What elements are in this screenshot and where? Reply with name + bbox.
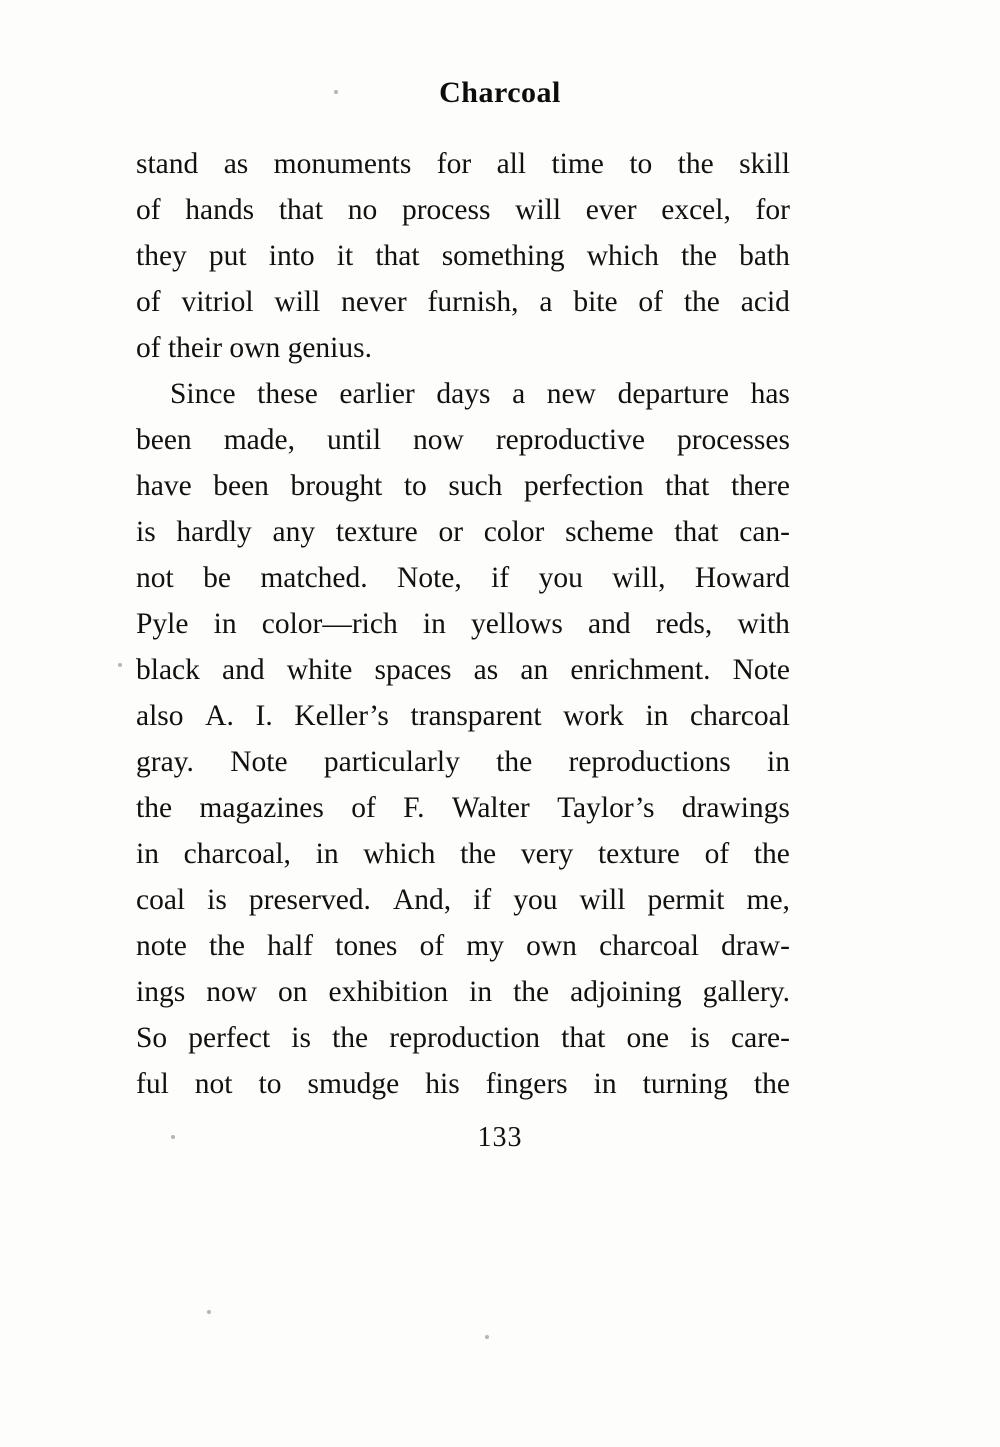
word: charcoal xyxy=(690,700,790,732)
text-line xyxy=(136,240,790,286)
word: of xyxy=(704,838,730,870)
word: perfect xyxy=(188,1022,271,1054)
word: tones xyxy=(335,930,398,962)
word: their xyxy=(167,332,223,364)
word: these xyxy=(257,378,318,410)
word: acid xyxy=(740,286,790,318)
word: Note xyxy=(732,654,790,686)
word: preserved. xyxy=(248,884,371,916)
word: made, xyxy=(223,424,295,456)
word: in xyxy=(593,1068,617,1100)
word: charcoal xyxy=(599,930,699,962)
word: of xyxy=(351,792,376,824)
word: that xyxy=(375,240,420,272)
word: a xyxy=(512,378,526,410)
word: texture xyxy=(335,516,418,548)
word: reproduction xyxy=(389,1022,541,1054)
text-line xyxy=(136,884,790,930)
word: not xyxy=(136,562,174,594)
word: or xyxy=(438,516,464,548)
text-line xyxy=(136,470,790,516)
word: perfection xyxy=(524,470,644,502)
word: earlier xyxy=(339,378,415,410)
word: stand xyxy=(136,148,199,180)
word: for xyxy=(755,194,790,226)
paragraph xyxy=(136,148,790,378)
text-line xyxy=(136,1068,790,1114)
word: the xyxy=(332,1022,369,1054)
word: brought xyxy=(290,470,383,502)
word: the xyxy=(460,838,497,870)
word: half xyxy=(267,930,313,962)
word: to xyxy=(258,1068,282,1100)
text-line xyxy=(136,562,790,608)
word: not xyxy=(194,1068,233,1100)
word: of xyxy=(136,194,161,226)
word: departure xyxy=(617,378,729,410)
word: as xyxy=(223,148,249,180)
word: work xyxy=(563,700,624,732)
word: ings xyxy=(136,976,186,1008)
word: me, xyxy=(746,884,790,916)
word: gray. xyxy=(136,746,194,778)
word: yellows xyxy=(471,608,563,640)
word: in xyxy=(645,700,669,732)
page-number: 133 xyxy=(477,1122,523,1153)
word: reproductions xyxy=(568,746,731,778)
word: of xyxy=(638,286,663,318)
word: coal xyxy=(136,884,186,916)
word: which xyxy=(363,838,436,870)
word: permit xyxy=(647,884,725,916)
word: something xyxy=(441,240,565,272)
word: process xyxy=(401,194,491,226)
word: drawings xyxy=(681,792,790,824)
word: to xyxy=(403,470,427,502)
word: that xyxy=(278,194,324,226)
scan-speck-icon xyxy=(334,90,338,94)
word: the xyxy=(496,746,533,778)
word: and xyxy=(587,608,631,640)
word: in xyxy=(422,608,446,640)
word: smudge xyxy=(307,1068,400,1100)
word: on xyxy=(278,976,308,1008)
text-line xyxy=(136,516,790,562)
word: Walter xyxy=(451,792,530,824)
word: hands xyxy=(185,194,255,226)
text-line xyxy=(136,792,790,838)
word: color—rich xyxy=(261,608,398,640)
word: the xyxy=(680,240,717,272)
word: Note, xyxy=(397,562,462,594)
word: one xyxy=(626,1022,670,1054)
word: color xyxy=(483,516,545,548)
word: Since xyxy=(170,378,236,410)
word: in xyxy=(213,608,237,640)
text-line xyxy=(136,378,790,424)
word: skill xyxy=(739,148,790,180)
word: the xyxy=(208,930,245,962)
word: I. xyxy=(255,700,273,732)
word: is xyxy=(291,1022,311,1054)
word: will xyxy=(579,884,626,916)
word: time xyxy=(551,148,604,180)
word: been xyxy=(213,470,269,502)
word: that xyxy=(561,1022,606,1054)
word: own xyxy=(229,332,281,364)
scan-speck-icon xyxy=(207,1310,211,1314)
word: is xyxy=(207,884,227,916)
text-line xyxy=(136,424,790,470)
word: the xyxy=(683,286,720,318)
word: the xyxy=(677,148,714,180)
word: with xyxy=(737,608,790,640)
scan-speck-icon xyxy=(485,1335,489,1339)
word: spaces xyxy=(374,654,452,686)
word: genius. xyxy=(287,332,372,364)
word: is xyxy=(690,1022,710,1054)
text-line xyxy=(136,286,790,332)
text-line xyxy=(136,838,790,884)
text-line xyxy=(136,194,790,240)
word: until xyxy=(326,424,382,456)
word: matched. xyxy=(260,562,368,594)
word: the xyxy=(136,792,173,824)
text-line xyxy=(136,148,790,194)
scan-speck-icon xyxy=(171,1135,175,1139)
word: monuments xyxy=(273,148,412,180)
word: vitriol xyxy=(181,286,254,318)
word: all xyxy=(496,148,527,180)
word: which xyxy=(586,240,659,272)
word: Keller’s xyxy=(294,700,389,732)
word: no xyxy=(347,194,378,226)
word: the xyxy=(753,1068,790,1100)
word: and xyxy=(222,654,265,686)
word: texture xyxy=(597,838,680,870)
word: as xyxy=(473,654,499,686)
word: furnish, xyxy=(427,286,519,318)
word: new xyxy=(546,378,596,410)
word: his xyxy=(425,1068,460,1100)
word: put xyxy=(208,240,247,272)
word: if xyxy=(473,884,492,916)
word: now xyxy=(206,976,257,1008)
page-running-head: Charcoal xyxy=(439,76,561,109)
word: A. xyxy=(205,700,234,732)
text-line xyxy=(136,654,790,700)
word: charcoal, xyxy=(183,838,291,870)
word: transparent xyxy=(410,700,542,732)
page-body-text xyxy=(136,148,790,1114)
word: enrichment. xyxy=(570,654,711,686)
word: in xyxy=(469,976,493,1008)
word: my xyxy=(466,930,504,962)
word: of xyxy=(136,332,161,364)
word: And, xyxy=(392,884,452,916)
word: will xyxy=(274,286,321,318)
word: will, xyxy=(612,562,666,594)
word: gallery. xyxy=(702,976,790,1008)
word: So xyxy=(136,1022,168,1054)
word: in xyxy=(315,838,339,870)
word: can- xyxy=(739,516,790,548)
word: never xyxy=(341,286,407,318)
paragraph xyxy=(136,378,790,1114)
word: days xyxy=(436,378,491,410)
word: processes xyxy=(676,424,790,456)
text-line xyxy=(136,976,790,1022)
word: excel, xyxy=(661,194,731,226)
word: ful xyxy=(136,1068,169,1100)
word: is xyxy=(136,516,156,548)
word: particularly xyxy=(323,746,460,778)
word: it xyxy=(336,240,354,272)
word: that xyxy=(665,470,710,502)
word: white xyxy=(286,654,353,686)
text-line xyxy=(136,930,790,976)
word: into xyxy=(268,240,315,272)
word: an xyxy=(520,654,549,686)
word: hardly xyxy=(176,516,252,548)
word: fingers xyxy=(485,1068,568,1100)
word: exhibition xyxy=(328,976,449,1008)
word: Note xyxy=(230,746,288,778)
word: black xyxy=(136,654,200,686)
word: bath xyxy=(739,240,790,272)
text-line xyxy=(136,700,790,746)
word: note xyxy=(136,930,187,962)
word: if xyxy=(491,562,510,594)
word: you xyxy=(513,884,558,916)
word: care- xyxy=(731,1022,790,1054)
word: the xyxy=(753,838,790,870)
word: scheme xyxy=(565,516,654,548)
text-line xyxy=(136,1022,790,1068)
word: now xyxy=(413,424,464,456)
word: draw- xyxy=(721,930,790,962)
text-line xyxy=(136,746,790,792)
word: F. xyxy=(403,792,425,824)
word: ever xyxy=(585,194,637,226)
word: been xyxy=(136,424,192,456)
word: of xyxy=(136,286,161,318)
scan-speck-icon xyxy=(118,663,122,667)
word: bite xyxy=(573,286,618,318)
word: to xyxy=(629,148,653,180)
word: have xyxy=(136,470,192,502)
word: adjoining xyxy=(570,976,682,1008)
text-line xyxy=(136,608,790,654)
word: of xyxy=(419,930,445,962)
word: there xyxy=(730,470,790,502)
text-line xyxy=(136,332,790,378)
word: will xyxy=(515,194,562,226)
word: also xyxy=(136,700,184,732)
word: Pyle xyxy=(136,608,189,640)
word: in xyxy=(767,746,790,778)
word: own xyxy=(526,930,577,962)
word: Taylor’s xyxy=(557,792,655,824)
word: turning xyxy=(642,1068,728,1100)
word: magazines xyxy=(199,792,324,824)
word: you xyxy=(538,562,583,594)
word: for xyxy=(436,148,472,180)
word: that xyxy=(674,516,719,548)
word: such xyxy=(448,470,503,502)
word: Howard xyxy=(694,562,790,594)
word: has xyxy=(750,378,790,410)
word: they xyxy=(136,240,187,272)
word: reproductive xyxy=(495,424,645,456)
word: very xyxy=(520,838,574,870)
word: be xyxy=(203,562,231,594)
word: the xyxy=(513,976,550,1008)
word: a xyxy=(539,286,553,318)
word: in xyxy=(136,838,159,870)
word: reds, xyxy=(655,608,713,640)
word: any xyxy=(272,516,316,548)
